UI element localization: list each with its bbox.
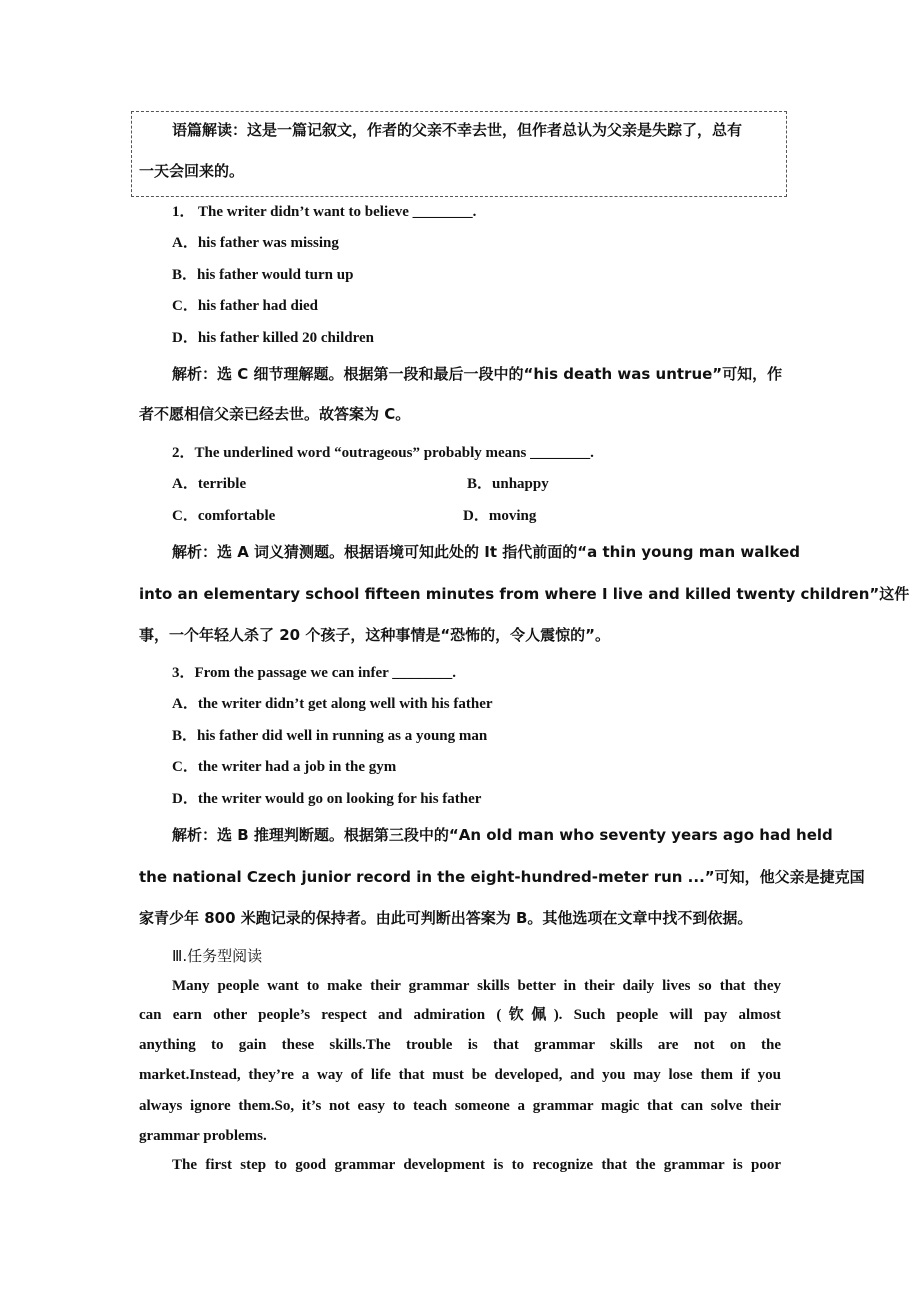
q2-option-d: D．moving (463, 508, 537, 524)
q3-explanation-3: 家青少年 800 米跑记录的保持者。由此可判断出答案为 B。其他选项在文章中找不到依据。 (139, 909, 753, 927)
section-heading: Ⅲ.任务型阅读 (172, 947, 263, 965)
q1-option-a: A．his father was missing (172, 235, 339, 251)
q1-option-c: C．his father had died (172, 298, 319, 314)
q3-explanation-1: 解析：选 B 推理判断题。根据第三段中的“An old man who seventy years ago had held (172, 826, 833, 844)
q2-explanation-2: into an elementary school fifteen minutes from where I live and killed twenty children”这件 (139, 585, 910, 603)
q1-option-b: B．his father would turn up (172, 267, 354, 283)
q2-option-c: C．comfortable (172, 508, 276, 524)
passage-line: always ignore them.So, it’s not easy to teach someone a grammar magic that can solve their (139, 1098, 781, 1114)
q3-option-b: B．his father did well in running as a young man (172, 728, 488, 744)
passage-line: grammar problems. (139, 1128, 267, 1144)
q1-stem: 1． The writer didn’t want to believe ________. (172, 204, 477, 220)
q2-explanation-1: 解析：选 A 词义猜测题。根据语境可知此处的 It 指代前面的“a thin young man walked (172, 543, 801, 561)
q1-explanation-2: 者不愿相信父亲已经去世。故答案为 C。 (139, 405, 411, 423)
q2-explanation-3: 事，一个年轻人杀了 20 个孩子，这种事情是“恐怖的，令人震惊的”。 (139, 626, 611, 644)
q3-explanation-2: the national Czech junior record in the eight-hundred-meter run ...”可知，他父亲是捷克国 (139, 868, 865, 886)
q3-option-d: D．the writer would go on looking for his father (172, 791, 482, 807)
passage-line: anything to gain these skills.The trouble is that grammar skills are not on the (139, 1037, 781, 1053)
q3-stem: 3．From the passage we can infer ________. (172, 665, 457, 681)
q2-stem: 2．The underlined word “outrageous” probably means ________. (172, 445, 594, 461)
q1-explanation-1: 解析：选 C 细节理解题。根据第一段和最后一段中的“his death was untrue”可知，作 (172, 365, 783, 383)
summary-line-1: 语篇解读：这是一篇记叙文，作者的父亲不幸去世，但作者总认为父亲是失踪了，总有 (172, 121, 743, 139)
passage-line: Many people want to make their grammar skills better in their daily lives so that they (172, 978, 781, 994)
q1-option-d: D．his father killed 20 children (172, 330, 374, 346)
q2-option-b: B．unhappy (467, 476, 549, 492)
passage-line: The first step to good grammar development is to recognize that the grammar is poor (172, 1157, 781, 1173)
q2-option-a: A．terrible (172, 476, 247, 492)
q3-option-c: C．the writer had a job in the gym (172, 759, 397, 775)
summary-line-2: 一天会回来的。 (139, 162, 245, 180)
q3-option-a: A．the writer didn’t get along well with his father (172, 696, 493, 712)
passage-line: market.Instead, they’re a way of life that must be developed, and you may lose them if you (139, 1067, 781, 1083)
passage-line: can earn other people’s respect and admiration (钦佩). Such people will pay almost (139, 1007, 781, 1023)
